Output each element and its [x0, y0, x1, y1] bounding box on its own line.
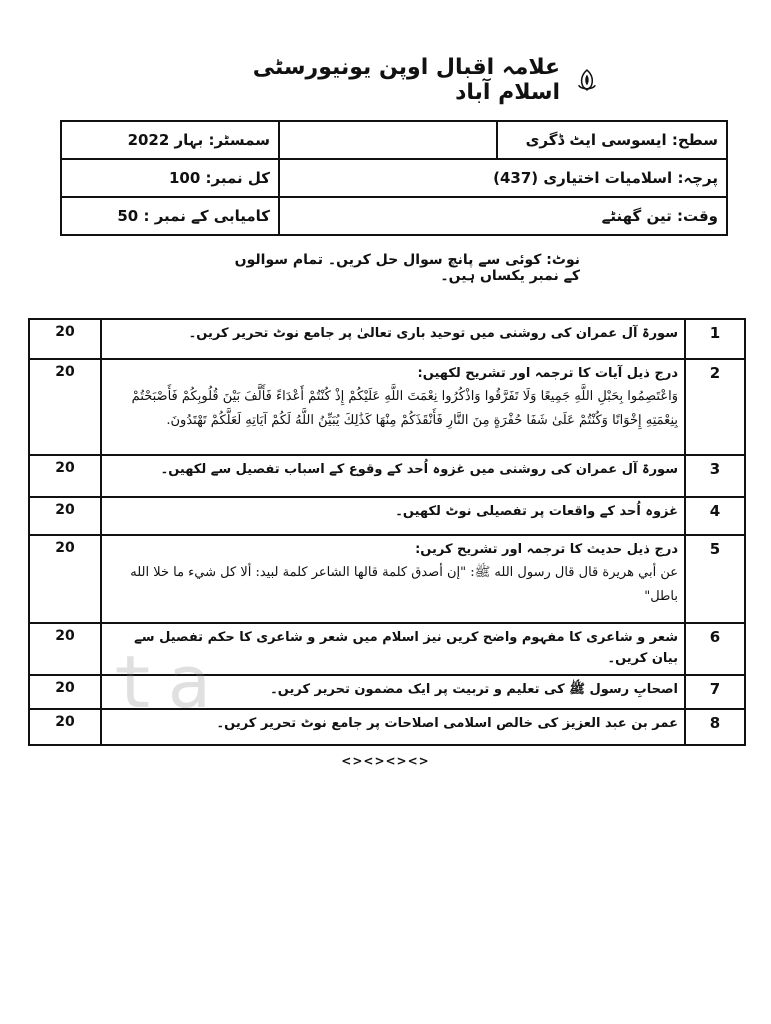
question-marks: 20 [29, 709, 101, 745]
question-marks: 20 [29, 623, 101, 675]
total-marks-value: 100 [168, 169, 201, 187]
watermark-text: ta [112, 640, 223, 724]
question-text: سورۃ آل عمران کی روشنی میں توحید باری تعالیٰ پر جامع نوٹ تحریر کریں۔ [101, 319, 685, 359]
question-row [29, 709, 745, 745]
question-text: اصحابِ رسول ﷺ کی تعلیم و تربیت پر ایک مضمون تحریر کریں۔ [101, 675, 685, 709]
end-marker: <><><><> [341, 754, 430, 768]
question-number: 8 [685, 709, 745, 745]
question-marks: 20 [29, 455, 101, 497]
paper-label: پرچہ: [677, 169, 718, 187]
exam-info-table [60, 120, 728, 236]
question-row [29, 359, 745, 455]
time-label: وقت: [676, 207, 718, 225]
question-marks: 20 [29, 359, 101, 455]
question-body [101, 535, 685, 623]
question-number: 2 [685, 359, 745, 455]
questions-table [28, 318, 746, 746]
paper-value: اسلامیات اختیاری (437) [493, 169, 673, 187]
hadith-text: عن أبي هريرة قال قال رسول الله ﷺ: "إن أصدق كلمة قالها الشاعر كلمة لبيد: ألا كل شيء ما خلا الله باطل" [130, 564, 678, 605]
question-number: 4 [685, 497, 745, 535]
level-label: سطح: [671, 131, 718, 149]
question-text: عمر بن عبد العزیز کی خالص اسلامی اصلاحات پر جامع نوٹ تحریر کریں۔ [101, 709, 685, 745]
question-marks: 20 [29, 319, 101, 359]
question-text: شعر و شاعری کا مفہوم واضح کریں نیز اسلام میں شعر و شاعری کا حکم تفصیل سے بیان کریں۔ [101, 623, 685, 675]
semester-cell [61, 121, 279, 159]
time-cell [279, 197, 727, 235]
question-body [101, 359, 685, 455]
university-crest-icon [574, 63, 600, 97]
question-marks: 20 [29, 535, 101, 623]
info-row [61, 121, 727, 159]
quran-verse: وَاعْتَصِمُوا بِحَبْلِ اللَّهِ جَمِيعًا وَلَا تَفَرَّقُوا وَاذْكُرُوا نِعْمَتَ اللَّهِ عَلَيْكُمْ إِذْ كُنْتُمْ أَعْدَاءً فَأَلَّفَ بَيْنَ قُلُوبِكُمْ فَأَصْبَحْتُمْ بِنِعْمَتِهِ إِخْوَانًا وَكُنْتُمْ عَلَىٰ شَفَا حُفْرَةٍ مِنَ النَّارِ فَأَنْقَذَكُمْ مِنْهَا كَذَٰلِكَ يُبَيِّنُ اللَّهُ لَكُمْ آيَاتِهِ لَعَلَّكُمْ تَهْتَدُونَ. [131, 388, 678, 429]
question-row [29, 319, 745, 359]
question-row [29, 497, 745, 535]
university-name: علامہ اقبال اوپن یونیورسٹی اسلام آباد [252, 55, 561, 105]
question-marks: 20 [29, 675, 101, 709]
pass-marks-value: 50 [117, 207, 139, 225]
question-number: 3 [685, 455, 745, 497]
question-row [29, 535, 745, 623]
blank-cell [279, 121, 497, 159]
time-value: تین گھنٹے [601, 207, 672, 225]
total-marks-cell [61, 159, 279, 197]
question-number: 7 [685, 675, 745, 709]
level-cell [497, 121, 727, 159]
pass-marks-cell [61, 197, 279, 235]
semester-value: بہار 2022 [127, 131, 204, 149]
total-marks-label: کل نمبر: [205, 169, 270, 187]
question-number: 5 [685, 535, 745, 623]
semester-label: سمسٹر: [208, 131, 270, 149]
question-number: 6 [685, 623, 745, 675]
question-row [29, 675, 745, 709]
pass-marks-label: کامیابی کے نمبر : [143, 207, 270, 225]
paper-cell [279, 159, 727, 197]
question-text: درج ذیل آیات کا ترجمہ اور تشریح لکھیں: [417, 366, 678, 381]
instructions-note: نوٹ: کوئی سے پانچ سوال حل کریں۔ تمام سوالوں کے نمبر یکساں ہیں۔ [234, 252, 580, 284]
question-text: سورۃ آل عمران کی روشنی میں غزوہ اُحد کے وقوع کے اسباب تفصیل سے لکھیں۔ [101, 455, 685, 497]
question-text: غزوہ اُحد کے واقعات پر تفصیلی نوٹ لکھیں۔ [101, 497, 685, 535]
level-value: ایسوسی ایٹ ڈگری [525, 131, 667, 149]
exam-header [240, 55, 600, 105]
question-text: درج ذیل حدیث کا ترجمہ اور تشریح کریں: [415, 542, 678, 557]
question-row [29, 623, 745, 675]
info-row [61, 197, 727, 235]
info-row [61, 159, 727, 197]
question-row [29, 455, 745, 497]
question-number: 1 [685, 319, 745, 359]
question-marks: 20 [29, 497, 101, 535]
